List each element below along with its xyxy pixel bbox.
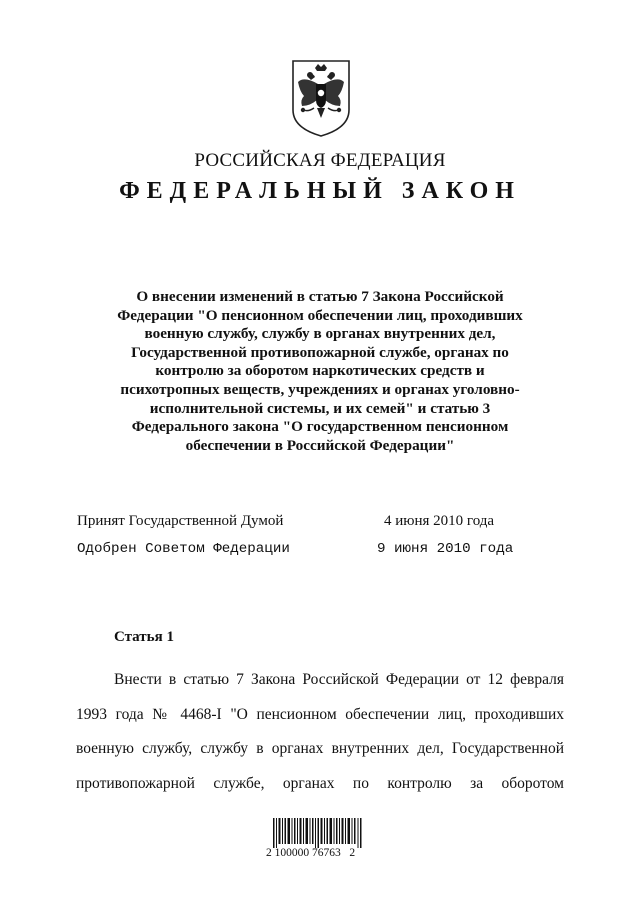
title-line: военную службу, службу в органах внутренних дел, bbox=[144, 325, 496, 343]
document-type: ФЕДЕРАЛЬНЫЙ ЗАКОН bbox=[119, 178, 521, 204]
council-approval-date: 9 июня 2010 года bbox=[377, 541, 514, 557]
duma-adoption-date: 4 июня 2010 года bbox=[384, 513, 495, 529]
article-line: 1993 года № 4468-I "О пенсионном обеспечении лиц, проходивших bbox=[76, 706, 564, 723]
title-line: исполнительной системы, и их семей" и статью 3 bbox=[149, 399, 491, 417]
title-line: О внесении изменений в статью 7 Закона Российской bbox=[136, 288, 504, 305]
article-line: военную службу, службу в органах внутренних дел, Государственной bbox=[76, 740, 564, 757]
council-approval-label: Одобрен Советом Федерации bbox=[77, 541, 290, 557]
title-line: психотропных веществ, учреждениях и органах уголовно- bbox=[120, 380, 520, 398]
barcode-graphic bbox=[273, 818, 363, 848]
coat-of-arms-icon bbox=[290, 58, 352, 138]
article-line: Внести в статью 7 Закона Российской Федерации от 12 февраля bbox=[114, 671, 564, 688]
article-heading: Статья 1 bbox=[114, 629, 174, 645]
title-line: Федерации "О пенсионном обеспечении лиц, проходивших bbox=[117, 306, 523, 324]
barcode-number: 2 100000 76763 2 bbox=[266, 847, 356, 859]
law-title bbox=[110, 288, 530, 455]
title-line: Государственной противопожарной службе, органах по bbox=[131, 343, 509, 361]
duma-adoption-label: Принят Государственной Думой bbox=[77, 513, 284, 529]
title-line: Федерального закона "О государственном пенсионном bbox=[131, 418, 509, 436]
title-line: контролю за оборотом наркотических средств и bbox=[155, 362, 485, 380]
article-line: противопожарной службе, органах по контролю за оборотом bbox=[76, 775, 564, 792]
country-name: РОССИЙСКАЯ ФЕДЕРАЦИЯ bbox=[194, 150, 446, 171]
title-line: обеспечении в Российской Федерации" bbox=[185, 436, 455, 454]
